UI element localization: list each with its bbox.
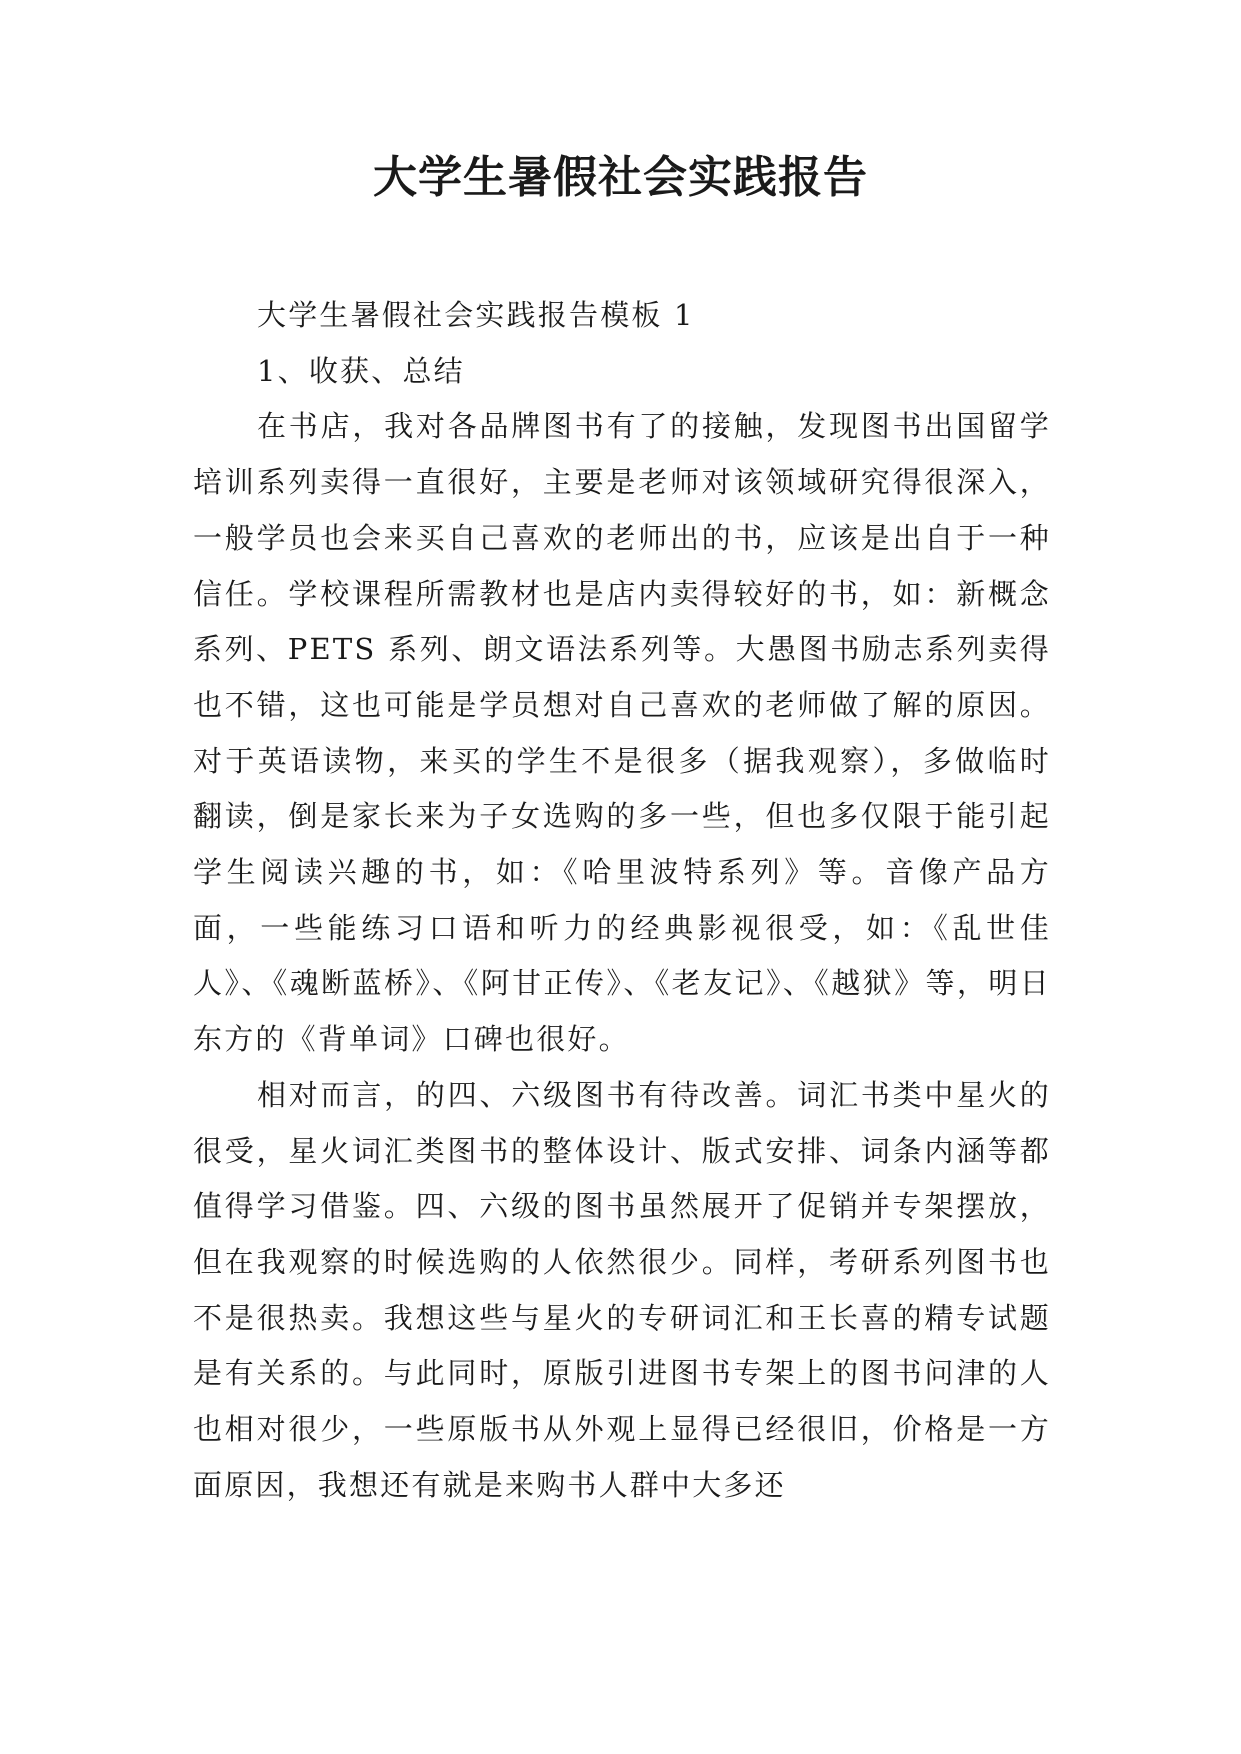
document-subtitle: 大学生暑假社会实践报告模板 1: [257, 298, 695, 332]
body-paragraph-1: 在书店，我对各品牌图书有了的接触，发现图书出国留学培训系列卖得一直很好，主要是老师对该领域研究得很深入，一般学员也会来买自己喜欢的老师出的书，应该是出自于一种信任。学校课程所需教材也是店内卖得较好的书，如：新概念系列、PETS 系列、朗文语法系列等。大愚图书励志系列卖得也不错，这也可能是学员想对自己喜欢的老师做了解的原因。对于英语读物，来买的学生不是很多（据我观察），多做临时翻读，倒是家长来为子女选购的多一些，但也多仅限于能引起学生阅读兴趣的书，如：《哈里波特系列》等。音像产品方面，一些能练习口语和听力的经典影视很受，如：《乱世佳人》、《魂断蓝桥》、《阿甘正传》、《老友记》、《越狱》等，明日东方的《背单词》口碑也很好。: [193, 409, 1051, 1057]
body-paragraph-2: 相对而言，的四、六级图书有待改善。词汇书类中星火的很受，星火词汇类图书的整体设计、版式安排、词条内涵等都值得学习借鉴。四、六级的图书虽然展开了促销并专架摆放，但在我观察的时候选购的人依然很少。同样，考研系列图书也不是很热卖。我想这些与星火的专研词汇和王长喜的精专试题是有关系的。与此同时，原版引进图书专架上的图书问津的人也相对很少，一些原版书从外观上显得已经很旧，价格是一方面原因，我想还有就是来购书人群中大多还: [193, 1077, 1051, 1502]
document-title: 大学生暑假社会实践报告: [373, 152, 868, 203]
section-heading: 1、收获、总结: [257, 353, 465, 388]
document-body: [193, 288, 1051, 1513]
